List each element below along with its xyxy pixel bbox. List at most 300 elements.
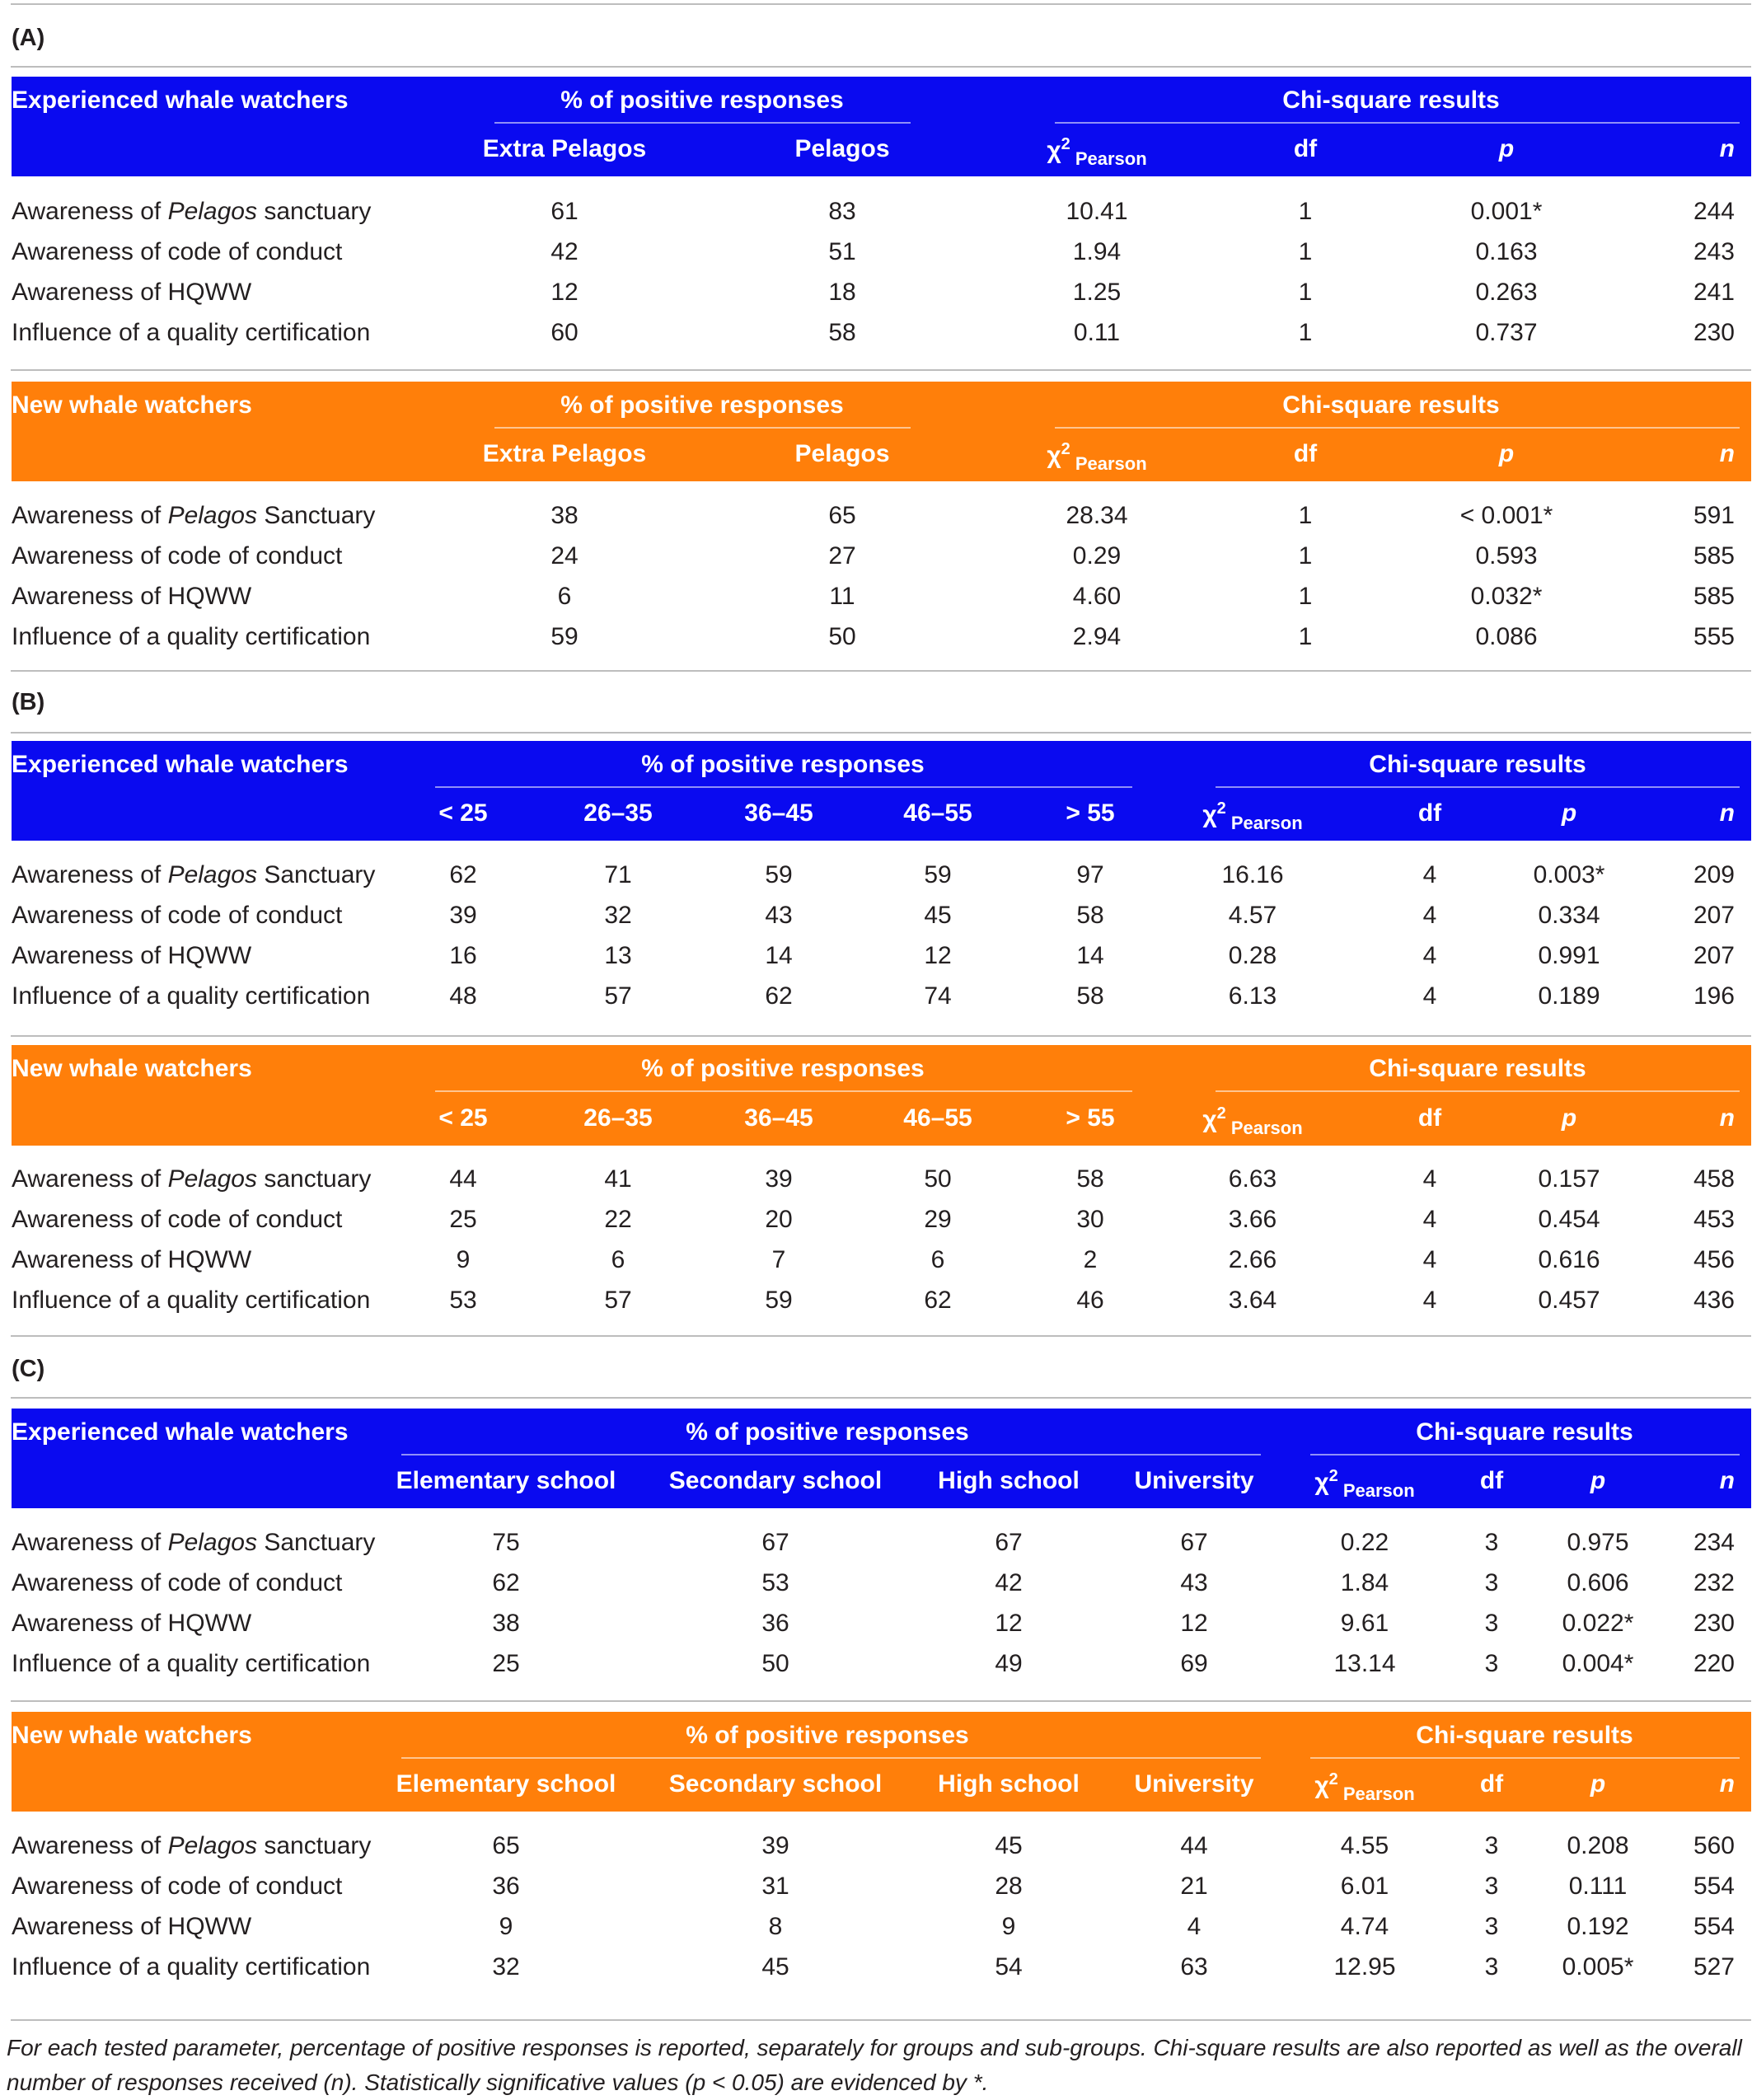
pct-value: 45 [995,1832,1023,1859]
pct-value: 59 [765,861,793,888]
pct-value: 21 [1180,1873,1208,1900]
chi-value: 2.66 [1228,1246,1277,1273]
pct-value: 6 [930,1246,945,1273]
pct-value: 62 [924,1287,952,1314]
n-value: 458 [1693,1165,1735,1193]
chi-value: 0.11 [1073,319,1121,346]
chi-header: Chi-square results [1369,751,1586,778]
pct-value: 58 [1076,1165,1104,1193]
stat-column-header: $\chi^2$ $_{Pearson}$ [1202,1104,1303,1138]
panel-label: (C) [12,1356,45,1382]
column-header: University [1134,1467,1254,1494]
p-value: 0.004* [1562,1650,1634,1677]
pct-value: 62 [492,1569,520,1596]
table-row [12,1287,1751,1327]
rule-group-end [11,2019,1751,2021]
chi-value: 4.60 [1072,583,1122,610]
p-value: 0.263 [1475,279,1538,306]
pct-value: 44 [1180,1832,1208,1859]
table-footnote: For each tested parameter, percentage of positive responses is reported, separately for groups and sub-groups. Chi-square results are also reported as well as the overall number of responses received (n). Statistically significative values (p < 0.05) are evidenced by *. [7,2035,1742,2095]
p-value: 0.111 [1568,1873,1628,1900]
pct-value: 53 [449,1287,477,1314]
stat-column-header: df [1293,135,1318,162]
df-value: 4 [1422,982,1437,1010]
chi-value: 4.57 [1228,902,1277,929]
group-header [12,1409,1751,1508]
chi-value: 16.16 [1221,861,1284,888]
chi-value: 4.74 [1340,1913,1389,1940]
df-value: 1 [1298,279,1313,306]
n-value: 234 [1693,1529,1735,1556]
pct-value: 8 [768,1913,783,1940]
stat-column-header: n [1719,1104,1735,1132]
chi-value: 6.63 [1228,1165,1277,1193]
row-label: Awareness of code of conduct [12,902,343,929]
p-value: 0.086 [1475,623,1538,650]
n-value: 554 [1693,1873,1735,1900]
pct-value: 62 [449,861,477,888]
pct-value: 60 [550,319,579,346]
pct-value: 7 [771,1246,786,1273]
pct-value: 42 [550,238,579,265]
pct-value: 57 [604,1287,632,1314]
df-value: 3 [1484,1832,1499,1859]
table-row [12,1610,1751,1650]
pct-value: 51 [828,238,856,265]
p-value: 0.022* [1562,1610,1634,1637]
pct-value: 44 [449,1165,477,1193]
row-label: Influence of a quality certification [12,982,371,1010]
table-row [12,502,1751,542]
row-label: Influence of a quality certification [12,319,371,346]
n-value: 554 [1693,1913,1735,1940]
n-value: 207 [1693,942,1735,969]
p-value: < 0.001* [1459,502,1553,529]
pct-value: 18 [828,279,856,306]
pct-value: 14 [765,942,793,969]
column-header: Elementary school [396,1770,616,1798]
p-value: 0.192 [1567,1913,1629,1940]
pct-value: 22 [604,1206,632,1233]
chi-header: Chi-square results [1416,1722,1633,1749]
pct-value: 12 [924,942,952,969]
chi-value: 0.29 [1072,542,1122,570]
group-header [12,741,1751,841]
pct-value: 75 [492,1529,520,1556]
chi-value: 13.14 [1333,1650,1396,1677]
column-header: Secondary school [668,1770,883,1798]
group-name: Experienced whale watchers [12,87,349,114]
chi-header-rule [1310,1454,1740,1455]
pct-header: % of positive responses [641,751,925,778]
column-header: 46–55 [903,1104,972,1132]
pct-value: 43 [765,902,793,929]
pct-value: 62 [765,982,793,1010]
p-value: 0.157 [1538,1165,1600,1193]
chi-value: 4.55 [1340,1832,1389,1859]
table-row [12,982,1751,1023]
pct-value: 45 [761,1953,789,1980]
p-value: 0.189 [1538,982,1600,1010]
p-value: 0.208 [1567,1832,1629,1859]
pct-value: 67 [761,1529,789,1556]
pct-header-rule [494,427,911,429]
row-label: Awareness of Pelagos Sanctuary [12,861,376,888]
group-name: New whale watchers [12,1722,252,1749]
pct-value: 48 [449,982,477,1010]
pct-value: 25 [449,1206,477,1233]
n-value: 209 [1693,861,1735,888]
pct-value: 53 [761,1569,789,1596]
n-value: 241 [1693,279,1735,306]
rule-top [11,3,1751,5]
column-header: High school [938,1770,1080,1798]
pct-value: 97 [1076,861,1104,888]
p-value: 0.334 [1538,902,1600,929]
column-header: 26–35 [583,799,653,827]
table-row [12,1832,1751,1873]
pct-header-rule [435,1090,1132,1092]
column-header: University [1134,1770,1254,1798]
p-value: 0.457 [1538,1287,1600,1314]
table-row [12,1246,1751,1287]
table-row [12,1165,1751,1206]
row-label: Awareness of Pelagos Sanctuary [12,502,376,529]
df-value: 4 [1422,942,1437,969]
pct-value: 4 [1187,1913,1202,1940]
pct-value: 49 [995,1650,1023,1677]
group-header [12,1045,1751,1146]
table-row [12,1569,1751,1610]
df-value: 4 [1422,902,1437,929]
pct-value: 58 [1076,902,1104,929]
stat-column-header: $\chi^2$ $_{Pearson}$ [1047,440,1147,474]
row-label: Awareness of code of conduct [12,542,343,570]
pct-value: 32 [604,902,632,929]
column-header: 46–55 [903,799,972,827]
chi-value: 2.94 [1072,623,1122,650]
df-value: 3 [1484,1913,1499,1940]
p-value: 0.593 [1475,542,1538,570]
stat-column-header: p [1498,135,1515,162]
row-label: Awareness of code of conduct [12,238,343,265]
df-value: 3 [1484,1569,1499,1596]
pct-value: 57 [604,982,632,1010]
chi-header: Chi-square results [1282,87,1500,114]
column-header: Pelagos [794,135,890,162]
chi-value: 3.64 [1228,1287,1277,1314]
table-row [12,583,1751,623]
pct-header: % of positive responses [686,1418,969,1446]
stat-column-header: n [1719,1770,1735,1798]
row-label: Influence of a quality certification [12,1953,371,1980]
n-value: 436 [1693,1287,1735,1314]
chi-value: 0.28 [1228,942,1277,969]
chi-value: 1.94 [1072,238,1122,265]
column-header: > 55 [1066,1104,1115,1132]
n-value: 230 [1693,1610,1735,1637]
p-value: 0.991 [1538,942,1600,969]
group-header [12,77,1751,176]
n-value: 585 [1693,542,1735,570]
pct-header: % of positive responses [560,87,844,114]
row-label: Awareness of HQWW [12,1913,252,1940]
stat-column-header: $\chi^2$ $_{Pearson}$ [1314,1467,1415,1501]
chi-header: Chi-square results [1369,1055,1586,1082]
stat-column-header: df [1417,1104,1442,1132]
stat-column-header: df [1417,799,1442,827]
rule-group-end [11,369,1751,371]
chi-value: 9.61 [1340,1610,1389,1637]
p-value: 0.975 [1567,1529,1629,1556]
pct-value: 39 [765,1165,793,1193]
pct-header-rule [494,122,911,124]
p-value: 0.003* [1533,861,1605,888]
group-name: New whale watchers [12,1055,252,1082]
table-row [12,1206,1751,1246]
chi-header-rule [1310,1757,1740,1759]
rule-group-end [11,1700,1751,1702]
chi-value: 1.84 [1340,1569,1389,1596]
df-value: 1 [1298,623,1313,650]
pct-value: 67 [995,1529,1023,1556]
rule-group-end [11,1035,1751,1037]
pct-value: 24 [550,542,579,570]
df-value: 3 [1484,1650,1499,1677]
pct-value: 29 [924,1206,952,1233]
rule-panel-header [11,1397,1751,1399]
pct-header-rule [401,1454,1261,1455]
pct-value: 12 [550,279,579,306]
pct-value: 43 [1180,1569,1208,1596]
stat-column-header: $\chi^2$ $_{Pearson}$ [1047,135,1147,169]
row-label: Awareness of HQWW [12,1610,252,1637]
stat-column-header: df [1293,440,1318,467]
table-row [12,1650,1751,1690]
n-value: 585 [1693,583,1735,610]
pct-value: 32 [492,1953,520,1980]
pct-value: 25 [492,1650,520,1677]
stat-column-header: $\chi^2$ $_{Pearson}$ [1314,1770,1415,1804]
df-value: 4 [1422,1246,1437,1273]
pct-value: 39 [449,902,477,929]
stat-column-header: p [1498,440,1515,467]
pct-value: 59 [924,861,952,888]
stat-column-header: n [1719,440,1735,467]
column-header: < 25 [438,1104,488,1132]
pct-value: 58 [828,319,856,346]
column-header: Extra Pelagos [482,135,647,162]
chi-value: 12.95 [1333,1953,1396,1980]
pct-value: 9 [456,1246,471,1273]
row-label: Awareness of Pelagos sanctuary [12,1165,372,1193]
stat-column-header: p [1590,1467,1606,1494]
chi-header-rule [1216,1090,1740,1092]
chi-header: Chi-square results [1282,391,1500,419]
chi-value: 0.22 [1340,1529,1389,1556]
table-row [12,238,1751,279]
pct-value: 61 [550,198,579,225]
table-row [12,1873,1751,1913]
df-value: 1 [1298,583,1313,610]
pct-value: 41 [604,1165,632,1193]
pct-value: 36 [492,1873,520,1900]
table-row [12,1529,1751,1569]
pct-value: 50 [761,1650,789,1677]
pct-value: 14 [1076,942,1104,969]
rule-panel-header [11,732,1751,734]
row-label: Awareness of HQWW [12,583,252,610]
table-row [12,623,1751,663]
n-value: 527 [1693,1953,1735,1980]
df-value: 1 [1298,502,1313,529]
df-value: 4 [1422,861,1437,888]
row-label: Influence of a quality certification [12,1287,371,1314]
column-header: 36–45 [744,1104,813,1132]
panel-label: (A) [12,25,45,51]
pct-value: 65 [492,1832,520,1859]
table-row [12,942,1751,982]
column-header: Secondary school [668,1467,883,1494]
stat-column-header: n [1719,135,1735,162]
pct-value: 59 [765,1287,793,1314]
panel-label: (B) [12,689,45,715]
pct-value: 27 [828,542,856,570]
pct-value: 28 [995,1873,1023,1900]
table-row [12,279,1751,319]
stat-column-header: n [1719,1467,1735,1494]
pct-value: 9 [1001,1913,1016,1940]
pct-value: 83 [828,198,856,225]
n-value: 560 [1693,1832,1735,1859]
stat-column-header: p [1561,1104,1577,1132]
chi-value: 10.41 [1066,198,1128,225]
p-value: 0.616 [1538,1246,1600,1273]
column-header: Pelagos [794,440,890,467]
pct-value: 42 [995,1569,1023,1596]
df-value: 4 [1422,1206,1437,1233]
p-value: 0.737 [1475,319,1538,346]
chi-value: 6.13 [1228,982,1277,1010]
row-label: Awareness of code of conduct [12,1569,343,1596]
row-label: Awareness of HQWW [12,942,252,969]
n-value: 456 [1693,1246,1735,1273]
table-row [12,198,1751,238]
pct-value: 38 [492,1610,520,1637]
table-row [12,542,1751,583]
group-name: Experienced whale watchers [12,751,349,778]
pct-value: 63 [1180,1953,1208,1980]
chi-header-rule [1055,122,1740,124]
stat-column-header: n [1719,799,1735,827]
p-value: 0.606 [1567,1569,1629,1596]
n-value: 232 [1693,1569,1735,1596]
row-label: Awareness of code of conduct [12,1206,343,1233]
pct-value: 12 [995,1610,1023,1637]
row-label: Awareness of Pelagos sanctuary [12,1832,372,1859]
table-row [12,1913,1751,1953]
pct-value: 30 [1076,1206,1104,1233]
rule-panel-header [11,66,1751,68]
n-value: 220 [1693,1650,1735,1677]
df-value: 1 [1298,319,1313,346]
pct-header-rule [401,1757,1261,1759]
pct-value: 67 [1180,1529,1208,1556]
n-value: 591 [1693,502,1735,529]
chi-value: 28.34 [1066,502,1128,529]
row-label: Influence of a quality certification [12,623,371,650]
stat-column-header: df [1479,1467,1504,1494]
pct-value: 16 [449,942,477,969]
group-header [12,1712,1751,1812]
group-name: New whale watchers [12,391,252,419]
n-value: 244 [1693,198,1735,225]
p-value: 0.454 [1538,1206,1600,1233]
stat-column-header: p [1590,1770,1606,1798]
column-header: > 55 [1066,799,1115,827]
row-label: Awareness of Pelagos Sanctuary [12,1529,376,1556]
pct-header: % of positive responses [560,391,844,419]
pct-value: 58 [1076,982,1104,1010]
df-value: 3 [1484,1529,1499,1556]
pct-header-rule [435,786,1132,788]
table-row [12,319,1751,359]
table-row [12,902,1751,942]
column-header: < 25 [438,799,488,827]
df-value: 1 [1298,198,1313,225]
pct-value: 39 [761,1832,789,1859]
column-header: 36–45 [744,799,813,827]
row-label: Awareness of HQWW [12,1246,252,1273]
pct-value: 45 [924,902,952,929]
pct-value: 6 [611,1246,625,1273]
pct-value: 50 [924,1165,952,1193]
df-value: 4 [1422,1287,1437,1314]
n-value: 230 [1693,319,1735,346]
pct-value: 59 [550,623,579,650]
chi-header-rule [1055,427,1740,429]
rule-group-end [11,1335,1751,1337]
group-header [12,382,1751,481]
pct-value: 46 [1076,1287,1104,1314]
column-header: 26–35 [583,1104,653,1132]
pct-value: 13 [604,942,632,969]
pct-value: 12 [1180,1610,1208,1637]
stat-column-header: $\chi^2$ $_{Pearson}$ [1202,799,1303,833]
df-value: 1 [1298,542,1313,570]
n-value: 453 [1693,1206,1735,1233]
df-value: 3 [1484,1873,1499,1900]
row-label: Awareness of Pelagos sanctuary [12,198,372,225]
df-value: 4 [1422,1165,1437,1193]
p-value: 0.001* [1470,198,1543,225]
table-row [12,861,1751,902]
pct-value: 54 [995,1953,1023,1980]
pct-value: 38 [550,502,579,529]
n-value: 207 [1693,902,1735,929]
column-header: High school [938,1467,1080,1494]
chi-value: 6.01 [1340,1873,1389,1900]
table-row [12,1953,1751,1994]
df-value: 3 [1484,1953,1499,1980]
p-value: 0.163 [1475,238,1538,265]
pct-value: 71 [604,861,632,888]
df-value: 1 [1298,238,1313,265]
column-header: Elementary school [396,1467,616,1494]
pct-header: % of positive responses [641,1055,925,1082]
p-value: 0.032* [1470,583,1543,610]
df-value: 3 [1484,1610,1499,1637]
